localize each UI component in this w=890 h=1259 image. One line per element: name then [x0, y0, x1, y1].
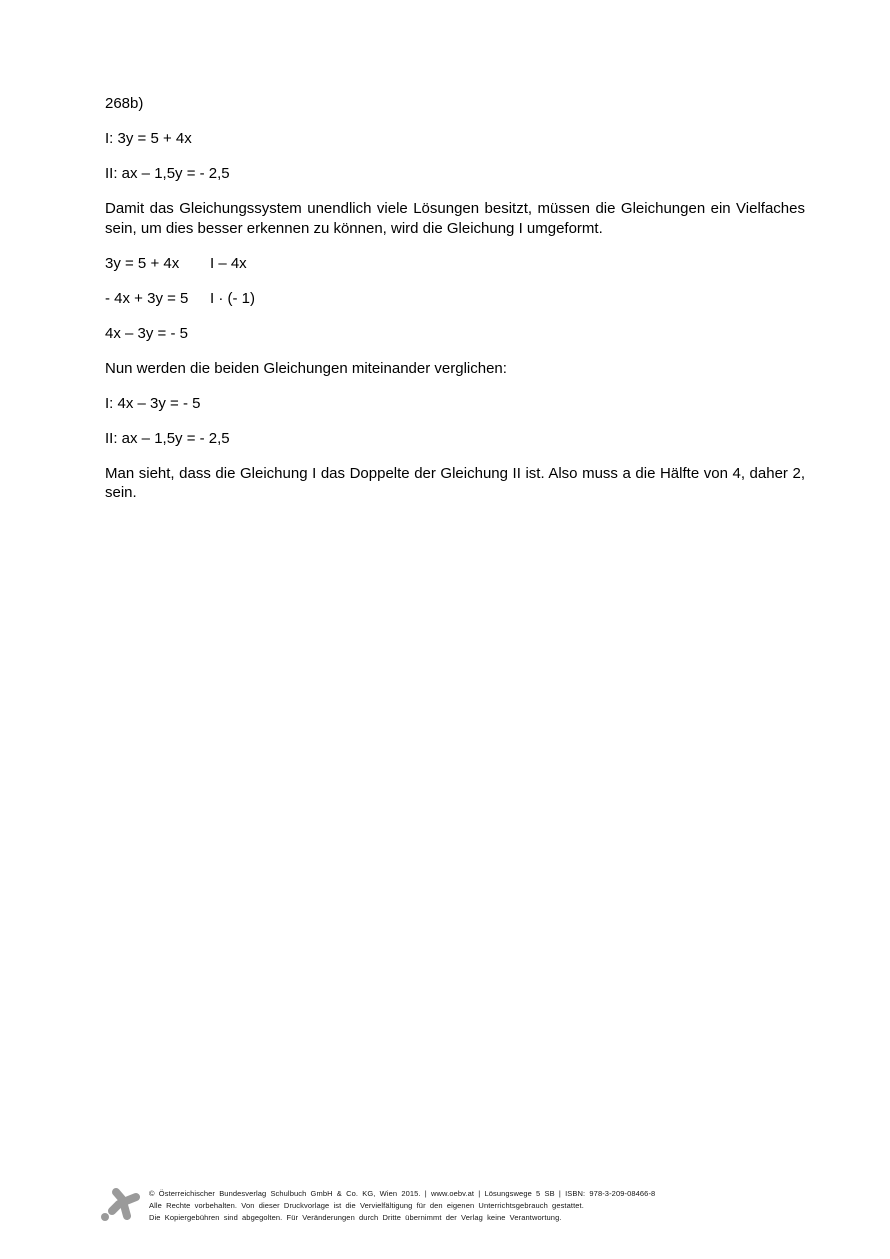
step-operation: I – 4x [210, 254, 247, 272]
footer-line-copyright: © Österreichischer Bundesverlag Schulbuch GmbH & Co. KG, Wien 2015. | www.oebv.at | Lösungswege 5 SB | ISBN: 978-3-209-08466-8 [149, 1189, 656, 1198]
footer-line-liability: Die Kopiergebühren sind abgegolten. Für Veränderungen durch Dritte übernimmt der Verlag keine Verantwortung. [149, 1213, 562, 1223]
conclusion-paragraph: Man sieht, dass die Gleichung I das Doppelte der Gleichung II ist. Also muss a die Hälfte von 4, daher 2, sein. [105, 464, 805, 501]
footer-line-rights: Alle Rechte vorbehalten. Von dieser Druckvorlage ist die Vervielfältigung für den eigenen Unterrichtsgebrauch gestattet. [149, 1201, 584, 1211]
page-footer [99, 1186, 655, 1225]
given-equation-1: I: 3y = 5 + 4x [105, 130, 192, 147]
footer-copyright-block [149, 1186, 655, 1225]
step-equation: - 4x + 3y = 5 [105, 289, 189, 307]
exercise-label: 268b) [105, 95, 144, 112]
transformation-step-2 [105, 289, 805, 309]
oebv-asterisk-logo-icon [99, 1186, 141, 1224]
compared-equation-1: I: 4x – 3y = - 5 [105, 394, 201, 412]
transformation-step-1 [105, 254, 805, 274]
transformation-step-3 [105, 324, 805, 344]
given-equation-2: II: ax – 1,5y = - 2,5 [105, 165, 230, 182]
step-equation: 3y = 5 + 4x [105, 254, 180, 272]
step-operation: I · (- 1) [210, 289, 255, 307]
intro-paragraph: Damit das Gleichungssystem unendlich viele Lösungen besitzt, müssen die Gleichungen ein Vielfaches sein, um dies besser erkennen zu können, wird die Gleichung I umgeformt. [105, 200, 805, 237]
step-equation: 4x – 3y = - 5 [105, 324, 188, 342]
solution-content [105, 94, 805, 518]
compared-equation-2: II: ax – 1,5y = - 2,5 [105, 429, 230, 447]
comparison-intro: Nun werden die beiden Gleichungen miteinander verglichen: [105, 359, 507, 377]
